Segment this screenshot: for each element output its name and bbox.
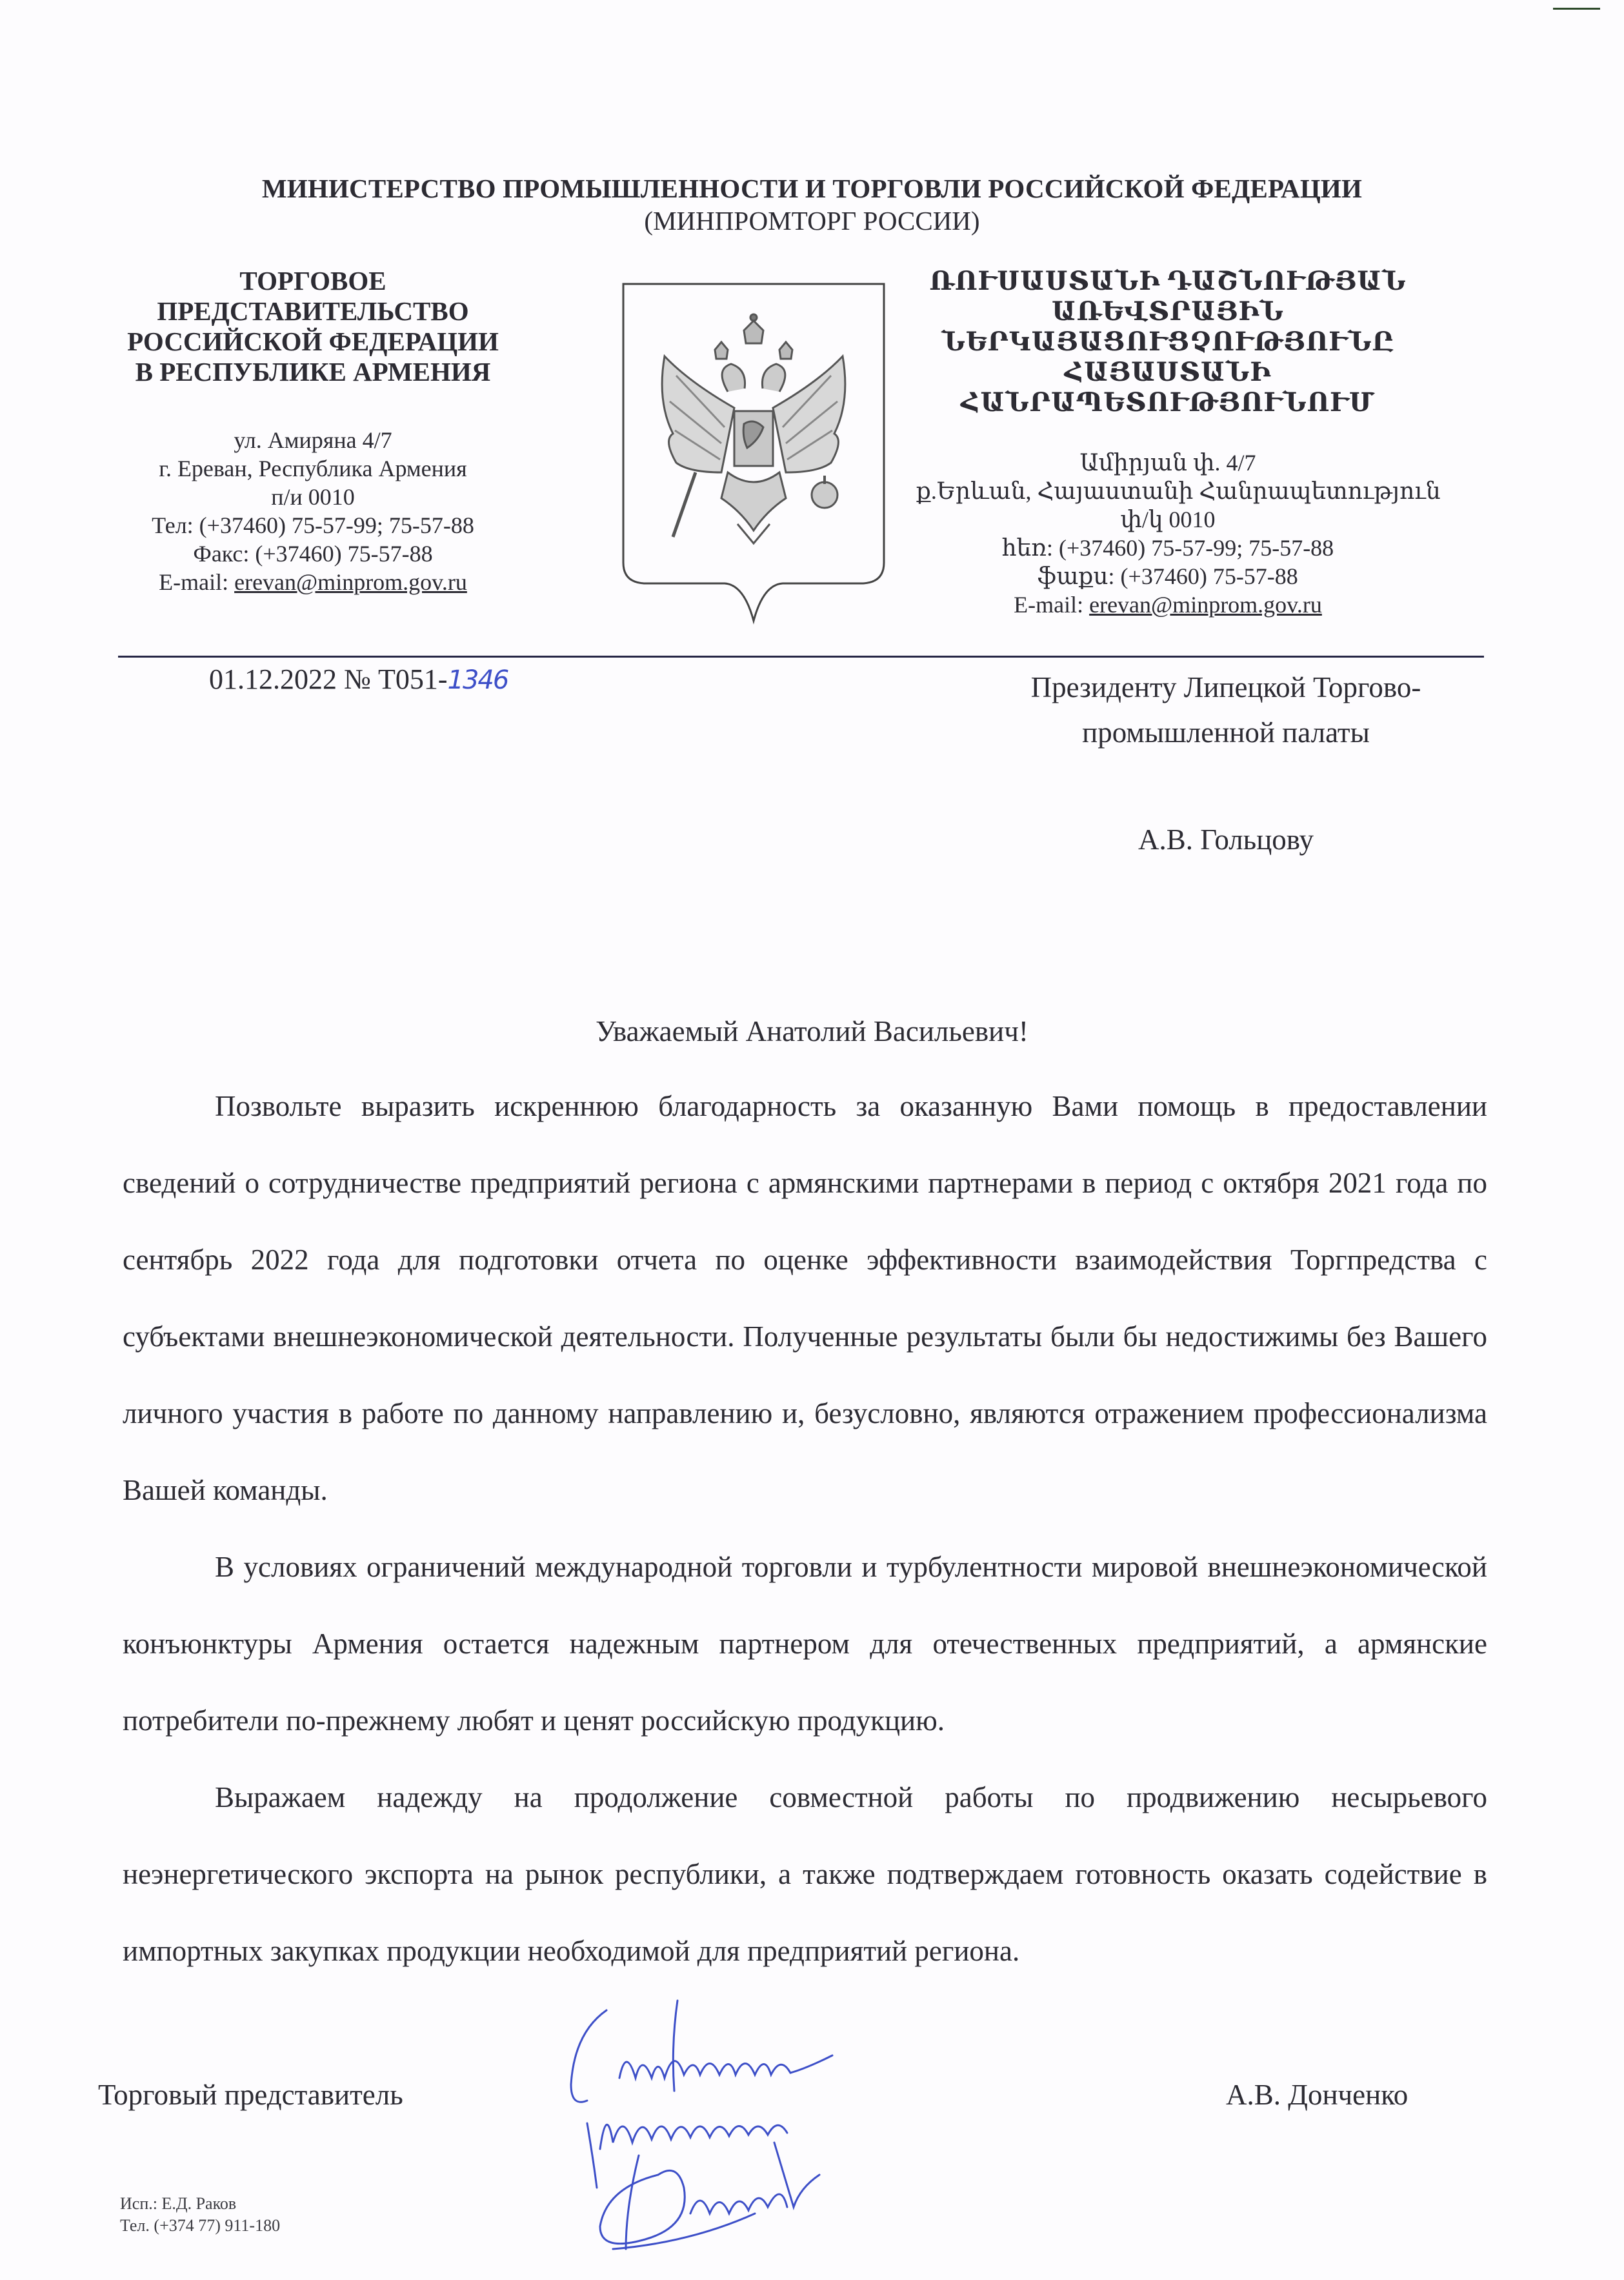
scan-edge-mark bbox=[1553, 8, 1600, 10]
org-title-line: В РЕСПУБЛИКЕ АРМЕНИЯ bbox=[135, 357, 491, 387]
body-paragraph: В условиях ограничений международной торговли и турбулентности мировой внешнеэкономической конъюнктуры Армения остается надежным партнером для отечественных предприятий, а армянские потребители по-прежнему любят и ценят российскую продукцию. bbox=[123, 1551, 1487, 1737]
salutation: Уважаемый Анатолий Васильевич! bbox=[596, 1015, 1028, 1047]
body-paragraph: Выражаем надежду на продолжение совместной работы по продвижению несырьевого неэнергетического экспорта на рынок республики, а также подтверждаем готовность оказать содействие в импортных закупках продукции необходимой для предприятий региона. bbox=[123, 1781, 1487, 1967]
double-headed-eagle-icon bbox=[618, 279, 889, 640]
org-title-line: ՆԵՐԿԱՅԱՑՈՒՑՉՈՒԹՅՈՒՆԸ bbox=[941, 327, 1394, 356]
handwritten-signature bbox=[561, 1994, 1207, 2252]
address-line: ք.Երևան, Հայաստանի Հանրապետություն bbox=[916, 478, 1441, 504]
letter-body bbox=[123, 1068, 1487, 1990]
addressee-line: Президенту Липецкой Торгово- bbox=[1030, 671, 1421, 703]
addressee-line: промышленной палаты bbox=[1082, 716, 1370, 749]
email-line bbox=[90, 568, 536, 596]
org-title-line: ՌՈՒՍԱՍՏԱՆԻ ԴԱՇՆՈՒԹՅԱՆ bbox=[929, 267, 1407, 296]
address-ru bbox=[90, 426, 536, 596]
executor-info bbox=[120, 2193, 280, 2237]
coat-of-arms-emblem bbox=[618, 279, 889, 640]
letterhead-left bbox=[90, 266, 536, 596]
document-number-handwritten: 1346 bbox=[447, 665, 508, 695]
email-label: E-mail: bbox=[1014, 592, 1090, 618]
fax-line: Факс: (+37460) 75-57-88 bbox=[193, 541, 433, 567]
org-title-ru bbox=[90, 266, 536, 387]
email-label: E-mail: bbox=[159, 569, 235, 595]
org-title-line: ТОРГОВОЕ bbox=[239, 266, 386, 296]
org-title-line: ՀԱՆՐԱՊԵՏՈՒԹՅՈՒՆՈՒՄ bbox=[961, 388, 1375, 417]
addressee-block bbox=[936, 665, 1516, 862]
phone-line: հեռ: (+37460) 75-57-99; 75-57-88 bbox=[1001, 535, 1334, 561]
signature-icon bbox=[561, 1994, 1207, 2252]
body-paragraph: Позвольте выразить искреннюю благодарность за оказанную Вами помощь в предоставлении сведений о сотрудничестве предприятий региона с армянскими партнерами в период с октября 2021 года по сентябрь 2022 года для подготовки отчета по оценке эффективности взаимодействия Торгпредства с субъектами внешнеэкономической деятельности. Полученные результаты были бы недостижимы без Вашего личного участия в работе по данному направлению и, безусловно, являются отражением профессионализма Вашей команды. bbox=[123, 1090, 1487, 1506]
ministry-short-title: (МИНПРОМТОРГ РОССИИ) bbox=[644, 206, 980, 236]
address-am bbox=[916, 449, 1441, 619]
document-date: 01.12.2022 bbox=[209, 663, 337, 695]
ministry-title: МИНИСТЕРСТВО ПРОМЫШЛЕННОСТИ И ТОРГОВЛИ РОССИЙСКОЙ ФЕДЕРАЦИИ bbox=[261, 174, 1363, 203]
document-reference bbox=[209, 663, 508, 696]
signatory-name: А.В. Донченко bbox=[1226, 2079, 1408, 2111]
org-title-line: ԱՌԵՎՏՐԱՅԻՆ bbox=[1052, 297, 1284, 326]
header-divider bbox=[118, 656, 1484, 658]
signatory-title: Торговый представитель bbox=[98, 2079, 403, 2111]
org-title-am bbox=[916, 266, 1419, 418]
address-line: г. Ереван, Республика Армения bbox=[159, 456, 467, 481]
address-line: փ/կ 0010 bbox=[1120, 507, 1216, 532]
executor-name: Исп.: Е.Д. Раков bbox=[120, 2194, 237, 2213]
letterhead-right bbox=[916, 266, 1441, 619]
fax-line: ֆաքս: (+37460) 75-57-88 bbox=[1038, 563, 1298, 589]
email-link[interactable]: erevan@minprom.gov.ru bbox=[234, 569, 467, 595]
address-line: Ամիրյան փ. 4/7 bbox=[1079, 450, 1256, 476]
email-line bbox=[916, 590, 1419, 619]
address-line: ул. Амиряна 4/7 bbox=[234, 427, 392, 453]
org-title-line: ПРЕДСТАВИТЕЛЬСТВО bbox=[157, 296, 469, 326]
document-number-prefix: № Т051- bbox=[344, 663, 448, 695]
phone-line: Тел: (+37460) 75-57-99; 75-57-88 bbox=[152, 512, 474, 538]
addressee-name: А.В. Гольцову bbox=[1138, 823, 1314, 856]
address-line: п/и 0010 bbox=[271, 484, 355, 510]
email-link[interactable]: erevan@minprom.gov.ru bbox=[1089, 592, 1322, 618]
executor-phone: Тел. (+374 77) 911-180 bbox=[120, 2216, 281, 2235]
org-title-line: РОССИЙСКОЙ ФЕДЕРАЦИИ bbox=[127, 327, 499, 356]
org-title-line: ՀԱՅԱՍՏԱՆԻ bbox=[1064, 358, 1272, 387]
